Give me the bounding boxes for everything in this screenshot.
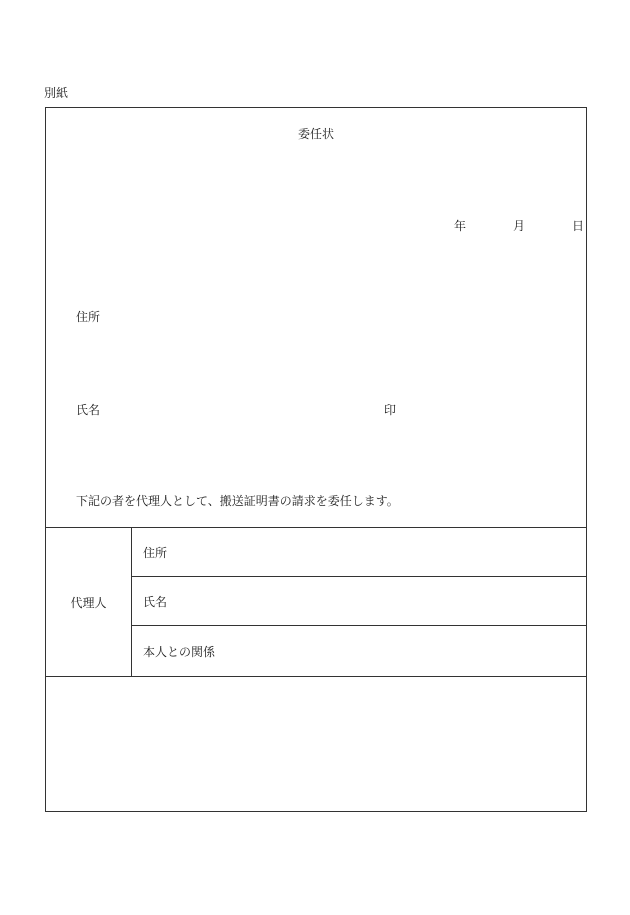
agent-name-row: [132, 577, 586, 626]
date-day-label: 日: [572, 219, 585, 233]
agent-heading: 代理人: [70, 595, 107, 610]
date-year-label: 年: [454, 219, 467, 233]
date-month-label: 月: [513, 219, 526, 233]
delegation-statement: 下記の者を代理人として、搬送証明書の請求を委任します。: [76, 494, 399, 508]
agent-name-label: 氏名: [143, 594, 168, 609]
form-title: 委任状: [297, 127, 334, 141]
power-of-attorney-form: [45, 107, 587, 812]
agent-heading-cell: [46, 528, 132, 676]
attachment-label: 別紙: [44, 86, 69, 100]
seal-mark-label: 印: [384, 403, 397, 417]
agent-relationship-row: [132, 626, 586, 676]
agent-table: [46, 527, 586, 677]
principal-name-label: 氏名: [76, 403, 101, 417]
agent-address-row: [132, 528, 586, 577]
agent-relationship-label: 本人との関係: [143, 644, 216, 659]
principal-address-label: 住所: [76, 310, 101, 324]
agent-address-label: 住所: [143, 545, 168, 560]
